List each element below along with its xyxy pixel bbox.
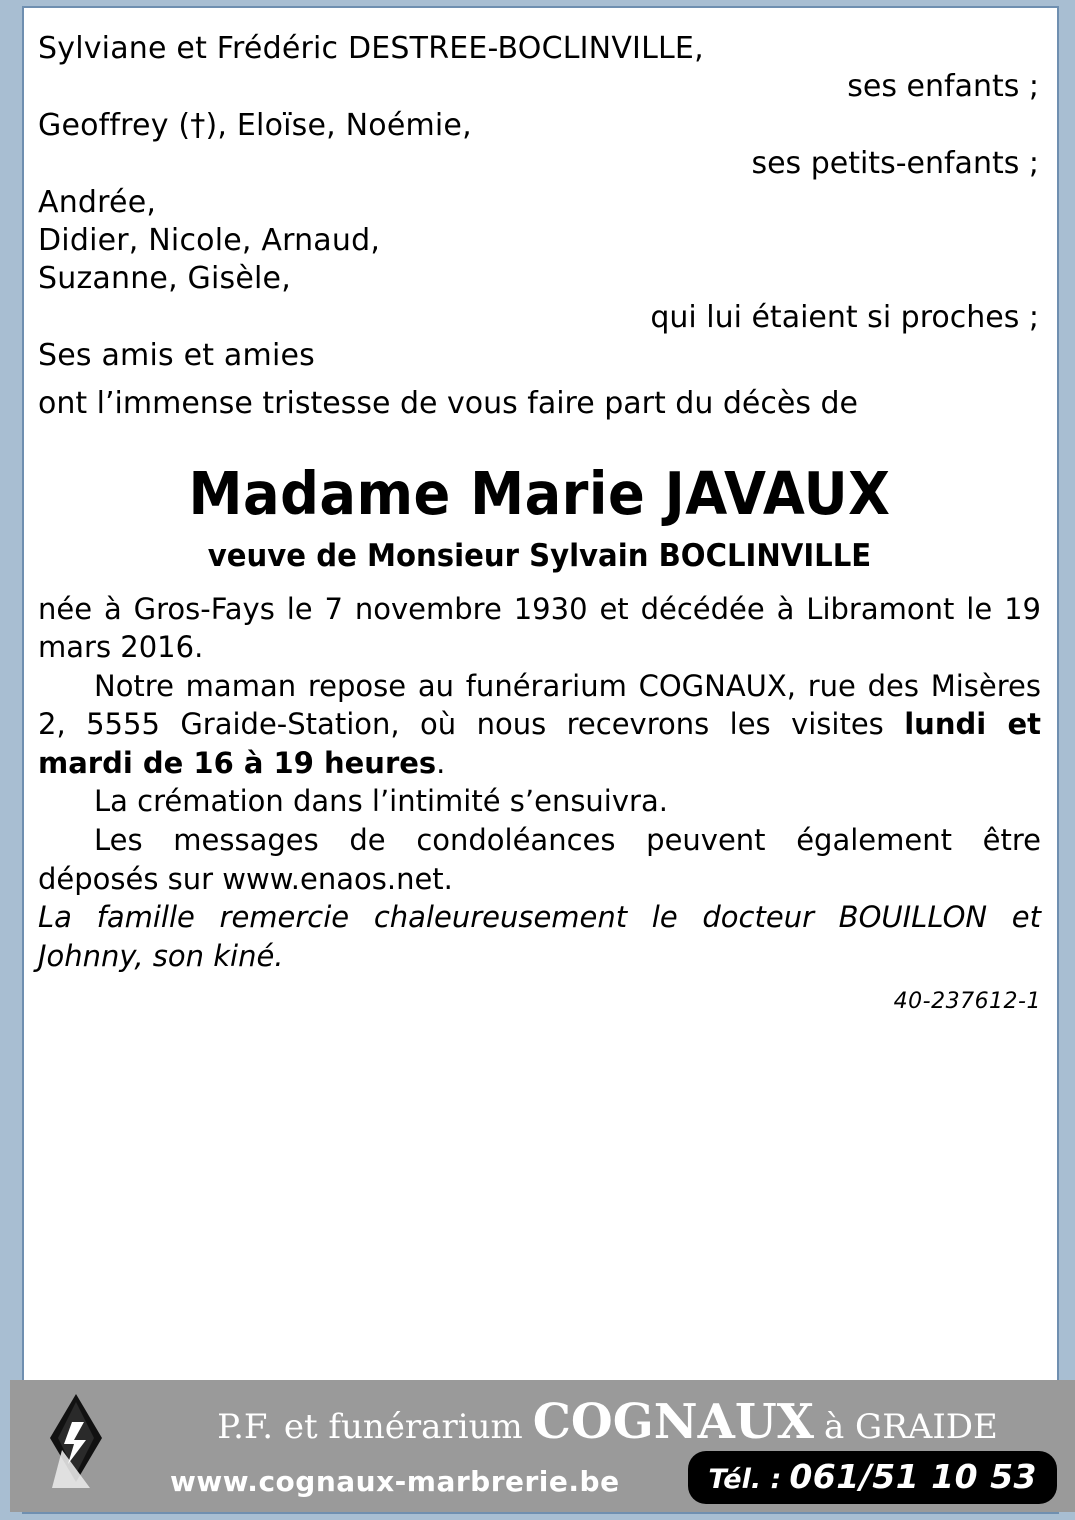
visitation-text-before: Notre maman repose au funérarium COGNAUX, rue des Misères 2, 5555 Graide-Station, où nous recevrons les visites [38, 668, 1041, 742]
reference-code: 40-237612-1 [893, 989, 1041, 1015]
page-frame-bottom [0, 1514, 1075, 1520]
footer-phone[interactable] [688, 1451, 1057, 1504]
visitation-text-after: . [436, 745, 446, 780]
visitation-text [38, 667, 1041, 783]
cremation-text: La crémation dans l’intimité s’ensuivra. [94, 784, 668, 819]
family-line-names-1: Geoffrey (†), Eloïse, Noémie, [38, 107, 472, 143]
announcement-text: ont l’immense tristesse de vous faire part du décès de [38, 385, 858, 421]
footer-pf-text: P.F. et funérarium [217, 1407, 523, 1447]
relative-name-0: Andrée, [38, 184, 157, 220]
birth-death-text: née à Gros-Fays le 7 novembre 1930 et décédée à Libramont le 19 mars 2016. [38, 591, 1041, 665]
family-line-relation-0: ses enfants ; [847, 69, 1039, 105]
obituary-content [38, 30, 1041, 1506]
friends-line: Ses amis et amies [38, 338, 315, 374]
page-frame-right [1059, 0, 1075, 1520]
footer-company-line [150, 1394, 1065, 1450]
deceased-block [38, 458, 1041, 576]
family-line-names-0: Sylviane et Frédéric DESTREE-BOCLINVILLE, [38, 31, 704, 66]
deceased-name: Madame Marie JAVAUX [188, 458, 891, 528]
relatives-relation: qui lui étaient si proches ; [650, 299, 1039, 335]
thanks-text: La famille remercie chaleureusement le docteur BOUILLON et Johnny, son kiné. [38, 900, 1041, 973]
relative-name-2: Suzanne, Gisèle, [38, 261, 291, 297]
footer-company-name: COGNAUX [532, 1394, 814, 1450]
family-line-relation-1: ses petits-enfants ; [751, 146, 1039, 182]
footer-location: à GRAIDE [823, 1407, 998, 1447]
footer-website[interactable]: www.cognaux-marbrerie.be [170, 1465, 620, 1498]
cognaux-logo-icon [32, 1392, 128, 1500]
deceased-subtitle: veuve de Monsieur Sylvain BOCLINVILLE [207, 538, 872, 575]
funeral-home-banner [10, 1380, 1075, 1512]
footer-phone-number: 061/51 10 53 [789, 1457, 1037, 1496]
condolences-text: Les messages de condoléances peuvent également être déposés sur www.enaos.net. [38, 823, 1041, 896]
page-frame-left [0, 0, 22, 1520]
visitation-hours: lundi et mardi de 16 à 19 heures [38, 707, 1042, 780]
relative-name-1: Didier, Nicole, Arnaud, [38, 222, 381, 258]
footer-phone-label: Tél. : [708, 1464, 782, 1495]
